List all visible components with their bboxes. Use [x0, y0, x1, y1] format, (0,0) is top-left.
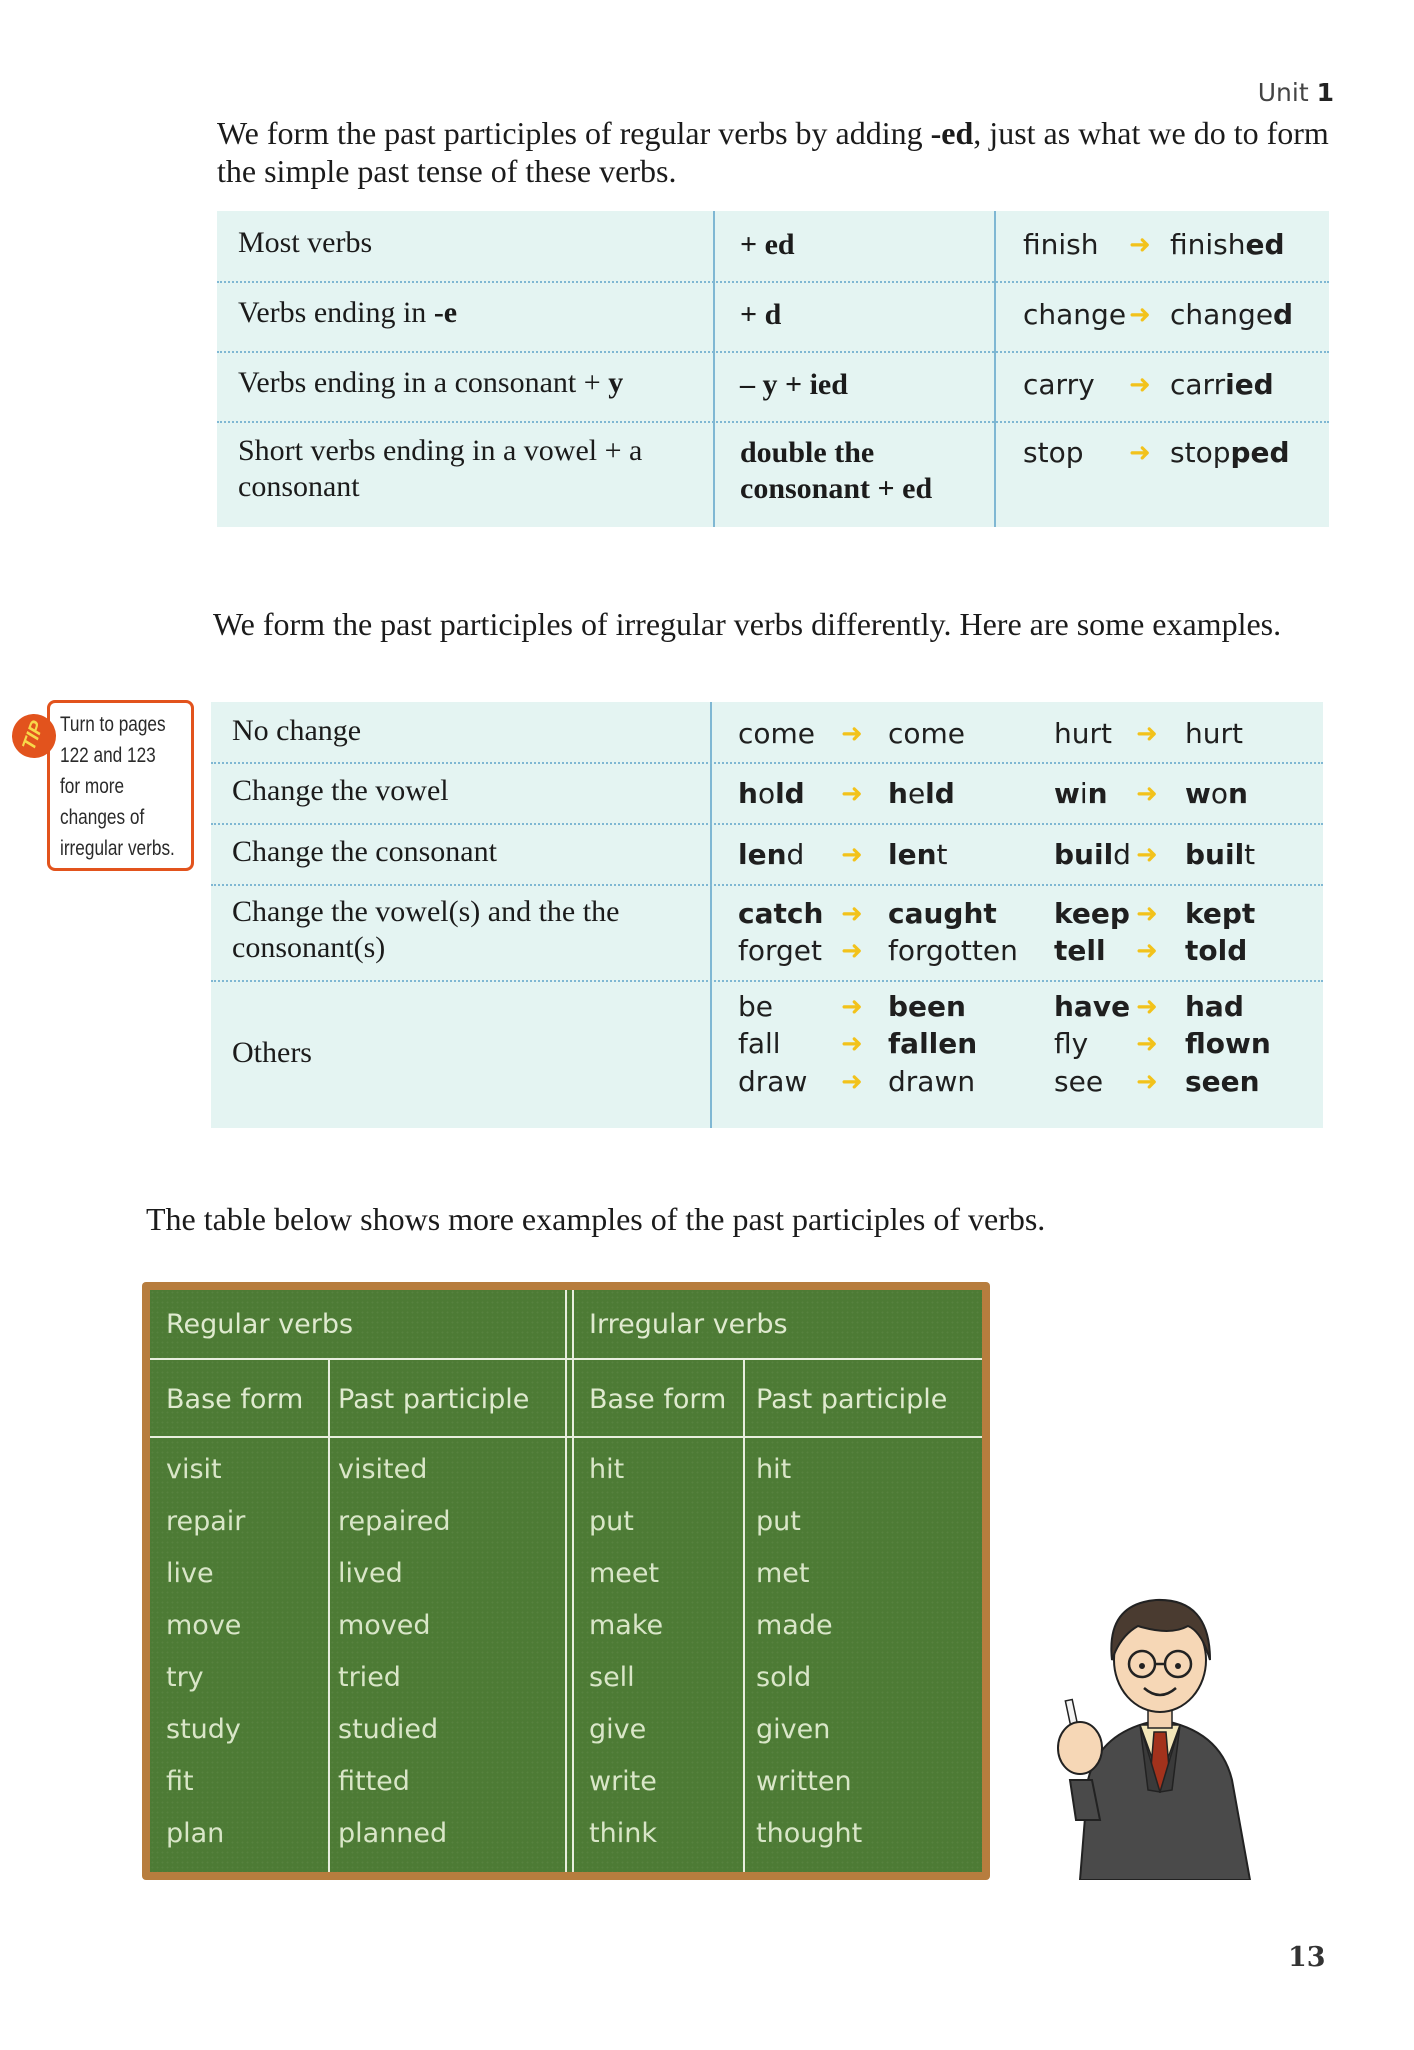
verb-base: carry — [1023, 368, 1095, 401]
list-item: give — [589, 1714, 647, 1745]
rule-change: + ed — [740, 228, 795, 261]
arrow-icon: ➜ — [841, 840, 863, 870]
list-item: visit — [166, 1454, 222, 1485]
arrow-icon: ➜ — [841, 1029, 863, 1059]
list-item: meet — [589, 1558, 660, 1589]
irregular-rules-table — [211, 702, 1323, 1128]
list-item: tried — [338, 1662, 401, 1693]
list-item: make — [589, 1610, 664, 1641]
regular-header: Regular verbs — [166, 1309, 354, 1340]
tip-box — [47, 700, 194, 871]
list-item: planned — [338, 1818, 448, 1849]
list-item: sold — [756, 1662, 812, 1693]
list-item: visited — [338, 1454, 428, 1485]
irregular-past-column — [756, 1444, 862, 1860]
arrow-icon: ➜ — [1136, 992, 1158, 1022]
arrow-icon: ➜ — [1136, 1067, 1158, 1097]
irregular-header: Irregular verbs — [589, 1309, 788, 1340]
teacher-illustration — [1040, 1580, 1280, 1880]
list-item: try — [166, 1662, 204, 1693]
list-item: given — [756, 1714, 831, 1745]
arrow-icon: ➜ — [1136, 840, 1158, 870]
tip-badge-icon: TIP — [6, 708, 62, 764]
list-item: put — [589, 1506, 634, 1537]
table-row: Others be ➜ been have ➜ had fall ➜ fallen fly ➜ flown draw ➜ drawn see ➜ seen — [232, 990, 1271, 1098]
table-row: Change the vowel hold ➜ held win ➜ won — [211, 762, 1323, 825]
list-item: plan — [166, 1818, 225, 1849]
list-item: moved — [338, 1610, 431, 1641]
list-item: hit — [589, 1454, 625, 1485]
table-row: Verbs ending in a consonant + y – y + ied carry ➜ carried — [217, 351, 1329, 423]
rule-text: Most verbs — [238, 226, 373, 259]
regular-rules-table — [217, 211, 1329, 527]
divider — [743, 1358, 745, 1872]
irregular-base-column — [589, 1444, 663, 1860]
list-item: fitted — [338, 1766, 410, 1797]
past-participle-header: Past participle — [756, 1384, 948, 1415]
unit-label: Unit 1 — [1257, 78, 1334, 107]
past-participle-header: Past participle — [338, 1384, 530, 1415]
list-item: hit — [756, 1454, 792, 1485]
list-item: move — [166, 1610, 242, 1641]
verb-base: finish — [1023, 228, 1099, 261]
rule-change: – y + ied — [740, 368, 848, 401]
arrow-icon: ➜ — [841, 992, 863, 1022]
divider — [572, 1290, 574, 1872]
table-row: Verbs ending in -e + d change ➜ changed — [217, 281, 1329, 353]
list-item: lived — [338, 1558, 403, 1589]
intro-regular-paragraph: We form the past participles of regular verbs by adding -ed, just as what we do to form the simple past tense of these verbs. — [217, 115, 1329, 189]
page-number: 13 — [1288, 1942, 1326, 1973]
divider — [565, 1290, 567, 1872]
table-row: No change come ➜ come hurt ➜ hurt — [211, 702, 1323, 764]
intro-table-paragraph: The table below shows more examples of the past participles of verbs. — [146, 1201, 1046, 1237]
list-item: met — [756, 1558, 810, 1589]
arrow-icon: ➜ — [1136, 936, 1158, 966]
arrow-icon: ➜ — [841, 899, 863, 929]
table-row: Change the consonant lend ➜ lent build ➜ built — [211, 823, 1323, 886]
list-item: studied — [338, 1714, 439, 1745]
table-row: Change the vowel(s) and the the consonant(s) catch ➜ caught keep ➜ kept forget ➜ forgotten tell ➜ told — [211, 884, 1323, 982]
list-item: write — [589, 1766, 657, 1797]
list-item: think — [589, 1818, 657, 1849]
arrow-icon: ➜ — [1129, 230, 1151, 260]
list-item: sell — [589, 1662, 635, 1693]
arrow-icon: ➜ — [1136, 899, 1158, 929]
base-form-header: Base form — [166, 1384, 304, 1415]
arrow-icon: ➜ — [1129, 438, 1151, 468]
divider — [328, 1358, 330, 1872]
arrow-icon: ➜ — [1136, 779, 1158, 809]
verb-past: changed — [1170, 298, 1294, 331]
arrow-icon: ➜ — [1129, 370, 1151, 400]
list-item: repaired — [338, 1506, 451, 1537]
list-item: repair — [166, 1506, 246, 1537]
tip-text: Turn to pages 122 and 123 for more changes of irregular verbs. — [60, 713, 175, 860]
verb-base: stop — [1023, 436, 1084, 469]
list-item: put — [756, 1506, 801, 1537]
verb-past: stopped — [1170, 436, 1290, 469]
verb-past: finished — [1170, 228, 1285, 261]
arrow-icon: ➜ — [841, 779, 863, 809]
arrow-icon: ➜ — [841, 719, 863, 749]
table-row: Short verbs ending in a vowel + a consonant double the consonant + ed stop ➜ stopped — [238, 434, 1290, 505]
rule-change: double the consonant + ed — [740, 436, 933, 505]
base-form-header: Base form — [589, 1384, 727, 1415]
list-item: made — [756, 1610, 833, 1641]
arrow-icon: ➜ — [1136, 719, 1158, 749]
chalkboard — [142, 1282, 990, 1880]
intro-irregular-paragraph: We form the past participles of irregular verbs differently. Here are some examples. — [213, 606, 1282, 642]
verb-base: change — [1023, 298, 1127, 331]
list-item: study — [166, 1714, 241, 1745]
list-item: thought — [756, 1818, 863, 1849]
arrow-icon: ➜ — [841, 1067, 863, 1097]
list-item: live — [166, 1558, 214, 1589]
regular-base-column — [166, 1444, 245, 1860]
verb-past: carried — [1170, 368, 1274, 401]
arrow-icon: ➜ — [1129, 300, 1151, 330]
rule-change: + d — [740, 298, 782, 331]
list-item: fit — [166, 1766, 194, 1797]
list-item: written — [756, 1766, 852, 1797]
table-row — [217, 211, 1329, 283]
regular-past-column — [338, 1444, 451, 1860]
arrow-icon: ➜ — [841, 936, 863, 966]
arrow-icon: ➜ — [1136, 1029, 1158, 1059]
